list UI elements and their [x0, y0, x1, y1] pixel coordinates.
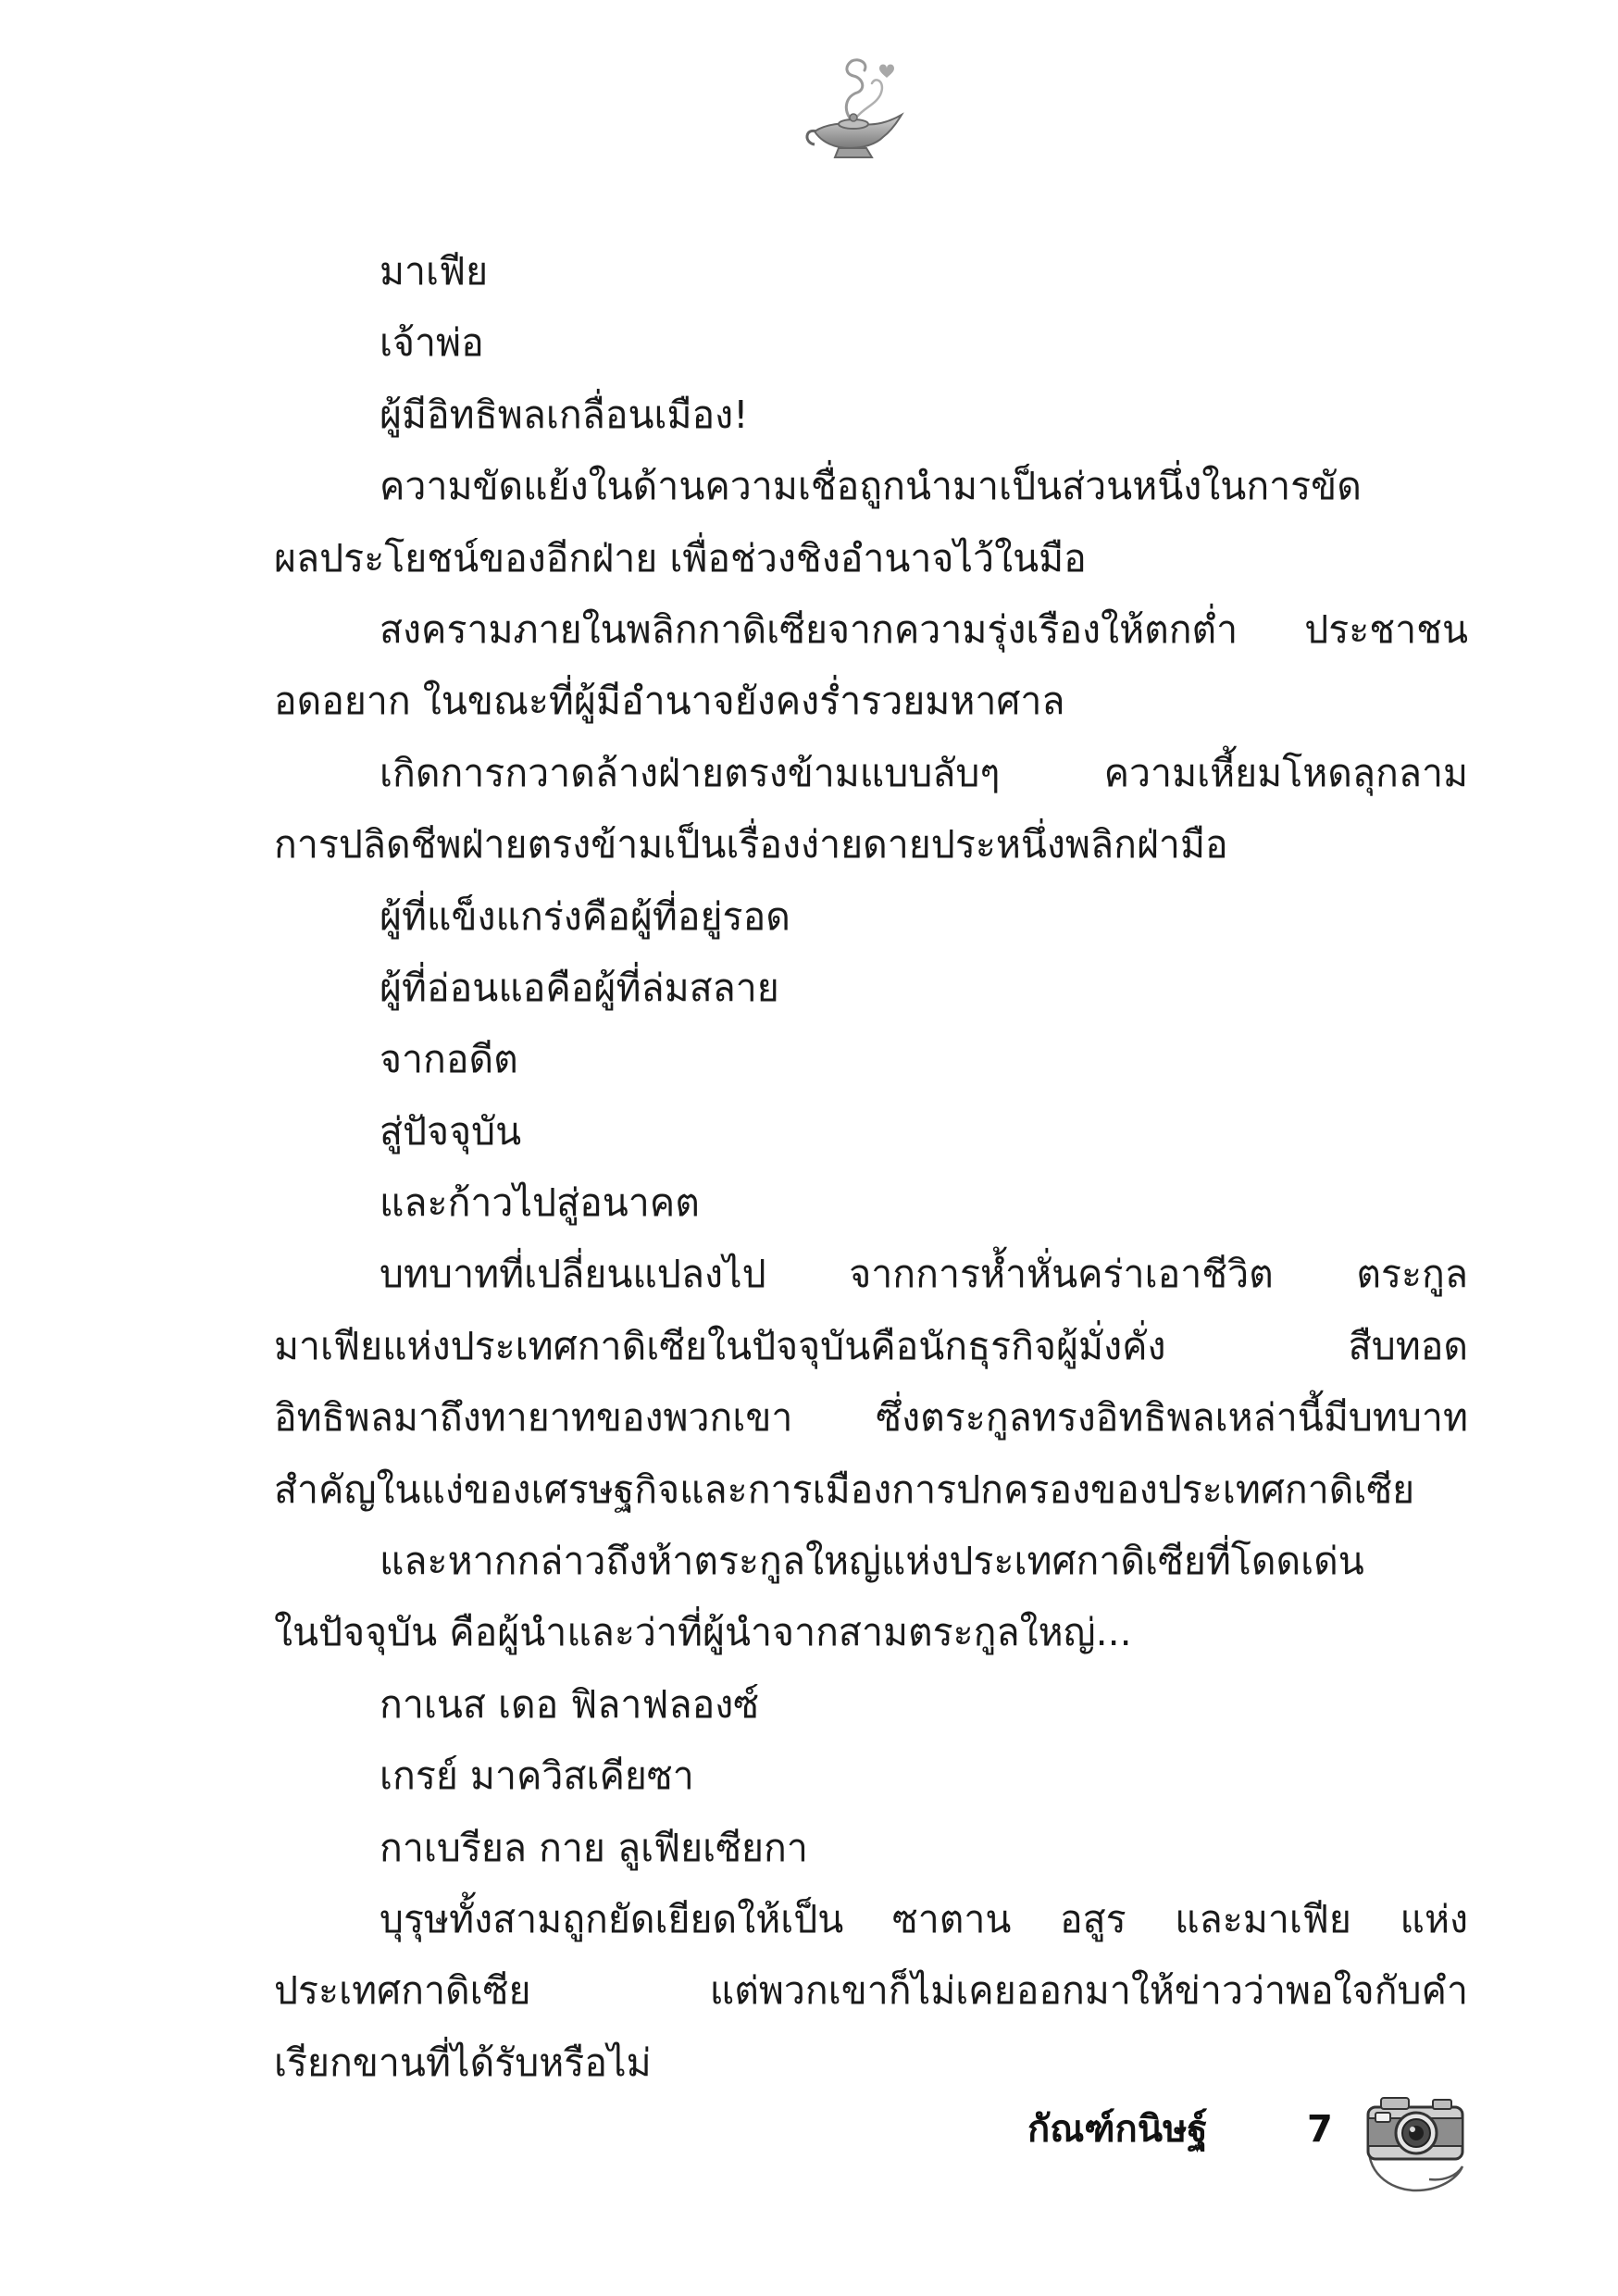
text-line: ในปัจจุบัน คือผู้นำและว่าที่ผู้นำจากสามตระกูลใหญ่... — [274, 1610, 1132, 1655]
text-line: และหากกล่าวถึงห้าตระกูลใหญ่แห่งประเทศกาดิเซียที่โดดเด่น — [380, 1539, 1364, 1584]
story-text — [274, 236, 1468, 2099]
text-line: สงครามภายในพลิกกาดิเซียจากความรุ่งเรืองให้ตกต่ำ ประชาชน — [380, 606, 1468, 652]
text-line: มาเฟียแห่งประเทศกาดิเซียในปัจจุบันคือนักธุรกิจผู้มั่งคั่ง สืบทอด — [274, 1323, 1468, 1368]
text-line: ประเทศกาดิเซีย แต่พวกเขาก็ไม่เคยออกมาให้ข่าวว่าพอใจกับคำ — [274, 1968, 1468, 2014]
text-line: เจ้าพ่อ — [380, 320, 484, 366]
text-line: บุรุษทั้งสามถูกยัดเยียดให้เป็น ซาตาน อสูร และมาเฟีย แห่ง — [380, 1896, 1468, 1941]
text-line: กาเนส เดอ ฟิลาฟลองซ์ — [380, 1681, 760, 1727]
text-line: ผู้มีอิทธิพลเกลื่อนเมือง! — [380, 392, 749, 437]
text-line: และก้าวไปสู่อนาคต — [380, 1180, 700, 1226]
text-line: เรียกขานที่ได้รับหรือไม่ — [274, 2040, 652, 2085]
text-line: กาเบรียล กาย ลูเฟียเซียกา — [380, 1825, 808, 1870]
text-line: อดอยาก ในขณะที่ผู้มีอำนาจยังคงร่ำรวยมหาศาล — [274, 679, 1065, 724]
text-line: ความขัดแย้งในด้านความเชื่อถูกนำมาเป็นส่วนหนึ่งในการขัด — [380, 464, 1362, 509]
page-footer — [963, 2083, 1481, 2213]
genie-lamp-icon — [798, 56, 918, 167]
text-line: ผู้ที่แข็งแกร่งคือผู้ที่อยู่รอด — [380, 893, 790, 939]
text-line: ผู้ที่อ่อนแอคือผู้ที่ล่มสลาย — [380, 965, 779, 1010]
camera-icon — [1361, 2087, 1470, 2198]
text-line: สู่ปัจจุบัน — [380, 1108, 522, 1154]
text-line: มาเฟีย — [380, 249, 489, 293]
text-line: บทบาทที่เปลี่ยนแปลงไป จากการห้ำหั่นคร่าเอาชีวิต ตระกูล — [380, 1252, 1468, 1297]
text-line: ผลประโยชน์ของอีกฝ่าย เพื่อช่วงชิงอำนาจไว้ในมือ — [274, 535, 1087, 580]
text-line: อิทธิพลมาถึงทายาทของพวกเขา ซึ่งตระกูลทรงอิทธิพลเหล่านี้มีบทบาท — [274, 1395, 1468, 1441]
text-line: เกรย์ มาควิสเคียซา — [380, 1753, 694, 1799]
page-number: 7 — [1307, 2108, 1333, 2151]
author-name: กัณฑ์กนิษฐ์ — [1027, 2108, 1208, 2151]
text-line: การปลิดชีพฝ่ายตรงข้ามเป็นเรื่องง่ายดายประหนึ่งพลิกฝ่ามือ — [274, 822, 1228, 867]
text-line: สำคัญในแง่ของเศรษฐกิจและการเมืองการปกครองของประเทศกาดิเซีย — [274, 1466, 1415, 1512]
text-line: เกิดการกวาดล้างฝ่ายตรงข้ามแบบลับๆ ความเหี้ยมโหดลุกลาม — [380, 750, 1468, 795]
text-line: จากอดีต — [380, 1037, 518, 1082]
